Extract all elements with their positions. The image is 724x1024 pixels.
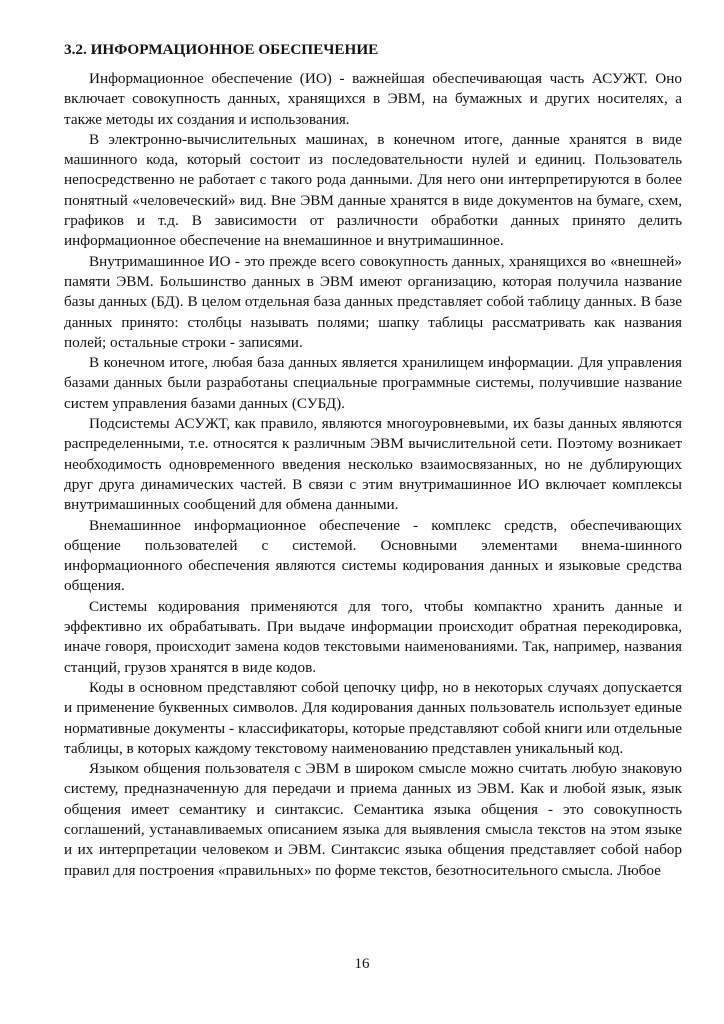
page-number: 16 — [354, 956, 370, 972]
paragraph: Подсистемы АСУЖТ, как правило, являются многоуровневыми, их базы данных являются распределенными, т.е. относятся к различным ЭВМ вычислительной сети. Поэтому возникает необходимость одновременного введения несколько взаимосвязанных, но не дублирующих друг друга динамических частей. В связи с этим внутримашинное ИО включает комплексы внутримашинных сообщений для обмена данными. — [64, 415, 682, 514]
paragraph: Внемашинное информационное обеспечение - комплекс средств, обеспечивающих общение пользователей с системой. Основными элементами внема-шинного информационного обеспечения являются системы кодирования данных и языковые средства общения. — [64, 516, 682, 595]
paragraph: Информационное обеспечение (ИО) - важнейшая обеспечивающая часть АСУЖТ. Оно включает совокупность данных, хранящихся в ЭВМ, на бумажных и других носителях, а также методы их создания и использования. — [64, 70, 682, 128]
paragraph: Внутримашинное ИО - это прежде всего совокупность данных, хранящихся во «внешней» памяти ЭВМ. Большинство данных в ЭВМ имеют организацию, которая получила название базы данных (БД). В целом отдельная база данных представляет собой таблицу данных. В базе данных принято: столбцы называть полями; шапку таблицы рассматривать как названия полей; остальные строки - записями. — [64, 252, 682, 351]
paragraph: Языком общения пользователя с ЭВМ в широком смысле можно считать любую знаковую систему, предназначенную для передачи и приема данных из ЭВМ. Как и любой язык, язык общения имеет семантику и синтаксис. Семантика языка общения - это совокупность соглашений, устанавливаемых описанием языка для выявления смысла текстов на этом языке и их интерпретации человеком и ЭВМ. Синтаксис языка общения представляет собой набор правил для построения «правильных» по форме текстов, безотносительного смысла. Любое — [64, 760, 682, 879]
paragraph: Системы кодирования применяются для того, чтобы компактно хранить данные и эффективно их обрабатывать. При выдаче информации происходит обратная перекодировка, иначе говоря, происходит замена кодов текстовыми наименованиями. Так, например, названия станций, грузов хранятся в виде кодов. — [64, 597, 682, 676]
paragraph: Коды в основном представляют собой цепочку цифр, но в некоторых случаях допускается и применение буквенных символов. Для кодирования данных пользователь использует единые нормативные документы - классификаторы, которые представляют собой книги или отдельные таблицы, в которых каждому текстовому наименованию представлен уникальный код. — [64, 678, 682, 757]
paragraph: В электронно-вычислительных машинах, в конечном итоге, данные хранятся в виде машинного кода, который состоит из последовательности нулей и единиц. Пользователь непосредственно не работает с такого рода данными. Для него они интерпретируются в более понятный «человеческий» вид. Вне ЭВМ данные хранятся в виде документов на бумаге, схем, графиков и т.д. В зависимости от различности обработки данных принято делить информационное обеспечение на внемашинное и внутримашинное. — [64, 130, 682, 250]
section-title: 3.2. ИНФОРМАЦИОННОЕ ОБЕСПЕЧЕНИЕ — [64, 41, 379, 58]
paragraph: В конечном итоге, любая база данных является хранилищем информации. Для управления базами данных были разработаны специальные программные системы, получившие название систем управления базами данных (СУБД). — [64, 354, 682, 412]
document-page — [64, 40, 682, 881]
